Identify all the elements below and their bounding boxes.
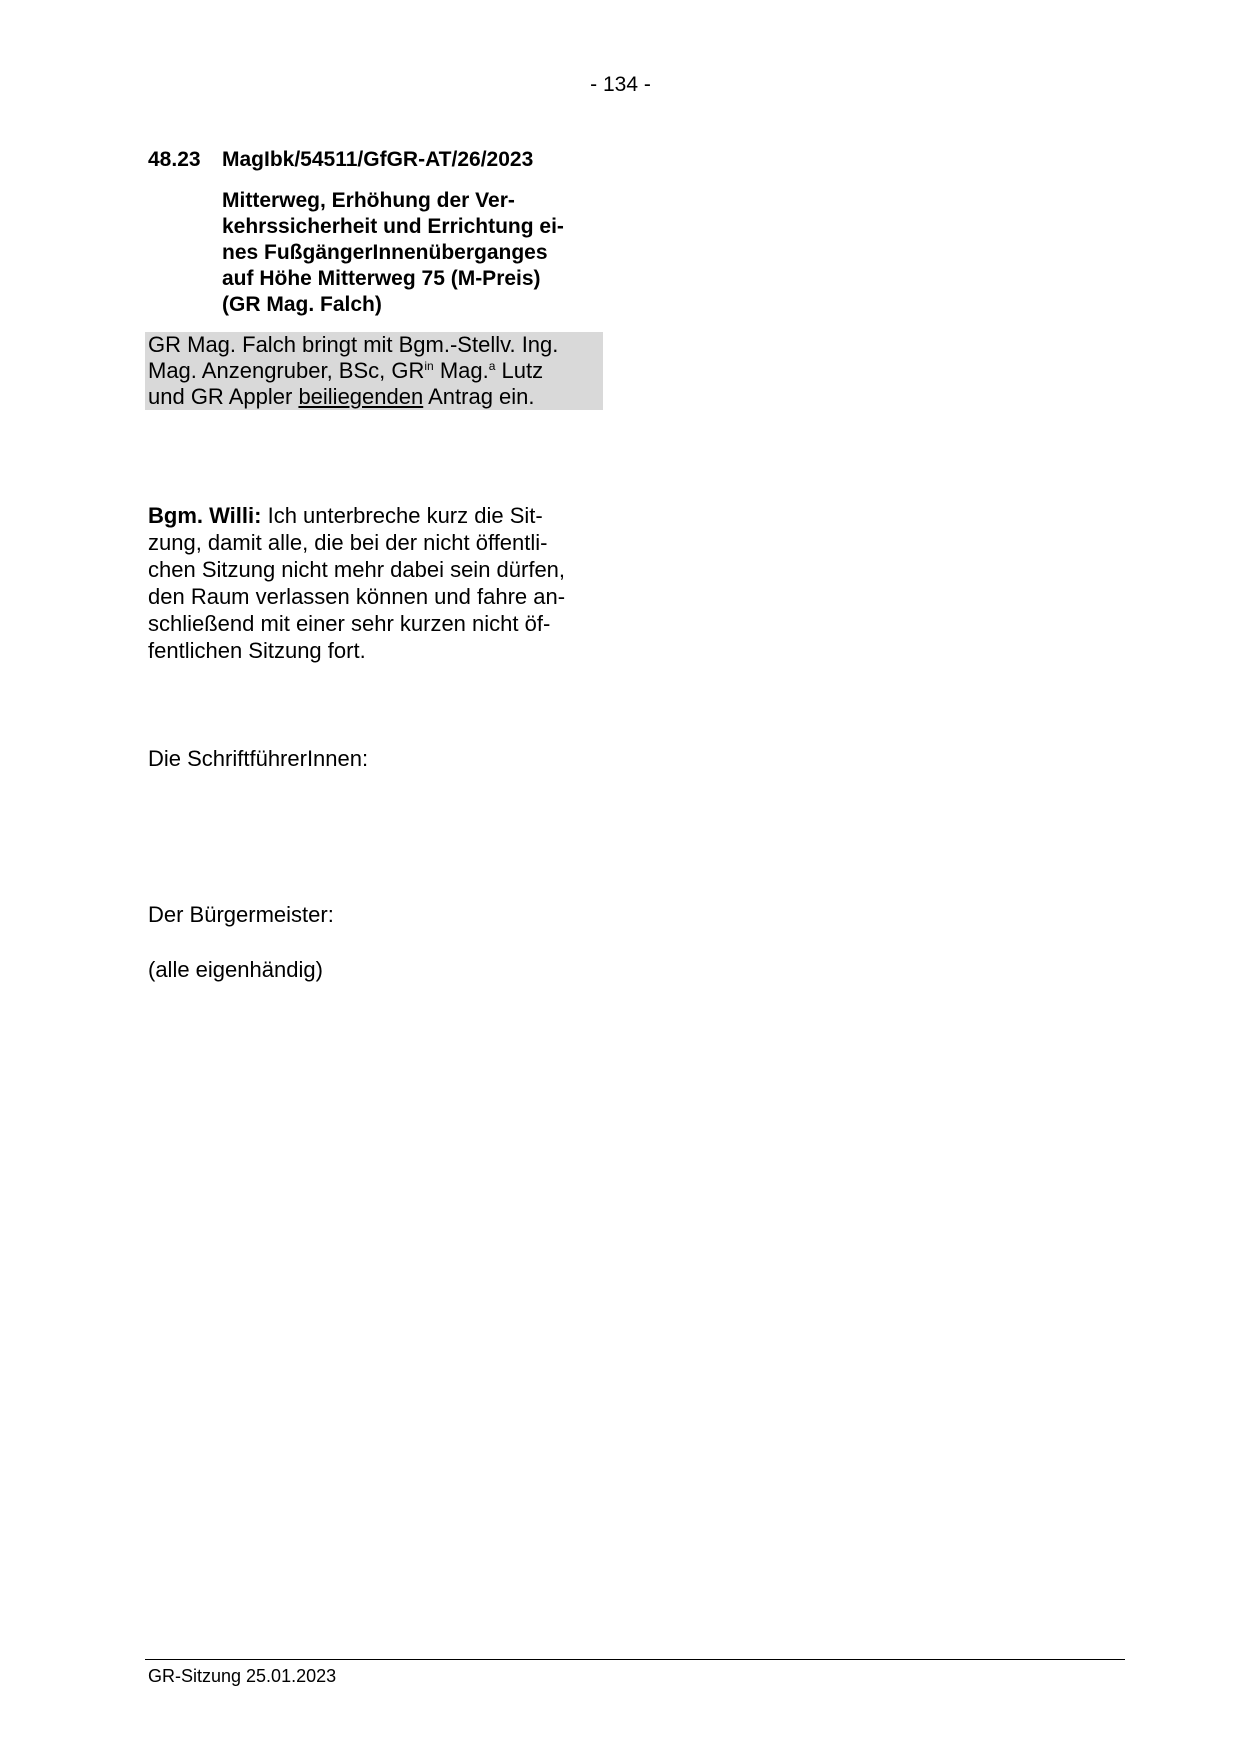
agenda-item-header — [148, 148, 533, 172]
statement-line: chen Sitzung nicht mehr dabei sein dürfen, — [148, 557, 566, 582]
agenda-item-title-line: (GR Mag. Falch) — [222, 293, 382, 316]
statement-line: den Raum verlassen können und fahre an- — [148, 584, 566, 609]
motion-text-fragment: und GR Appler — [148, 384, 299, 409]
gender-superscript: in — [424, 359, 434, 373]
mayor-label: Der Bürgermeister: — [148, 902, 334, 927]
agenda-item-title — [222, 188, 612, 318]
agenda-item-reference: MagIbk/54511/GfGR-AT/26/2023 — [222, 148, 534, 171]
footer-session-date: GR-Sitzung 25.01.2023 — [148, 1666, 337, 1686]
motion-line: GR Mag. Falch bringt mit Bgm.-Stellv. Ing. — [148, 332, 559, 357]
signature-note: (alle eigenhändig) — [148, 957, 323, 982]
motion-paragraph — [148, 332, 608, 410]
motion-line — [148, 358, 608, 384]
motion-text-fragment: Antrag ein. — [423, 384, 535, 409]
page-number: - 134 - — [590, 73, 651, 96]
agenda-item-title-line: Mitterweg, Erhöhung der Ver- — [222, 189, 515, 212]
motion-text-fragment: Lutz — [495, 358, 544, 383]
agenda-item-title-line: nes FußgängerInnenüberganges — [222, 241, 548, 264]
statement-text: Ich unterbreche kurz die Sit- — [261, 503, 543, 528]
agenda-item-number: 48.23 — [148, 148, 201, 171]
footer-divider — [145, 1659, 1125, 1660]
agenda-item-title-line: auf Höhe Mitterweg 75 (M-Preis) — [222, 267, 541, 290]
agenda-item-title-line: kehrssicherheit und Errichtung ei- — [222, 215, 564, 238]
attachment-link[interactable]: beiliegenden — [298, 384, 424, 409]
gender-superscript: a — [488, 359, 496, 373]
statement-line: schließend mit einer sehr kurzen nicht öf- — [148, 611, 551, 636]
motion-text-fragment: Mag. — [433, 358, 489, 383]
mayor-statement — [148, 502, 608, 664]
statement-line: zung, damit alle, die bei der nicht öffentli- — [148, 530, 548, 555]
motion-text-fragment: Mag. Anzengruber, BSc, GR — [148, 358, 425, 383]
statement-line — [148, 502, 608, 529]
statement-line: fentlichen Sitzung fort. — [148, 638, 366, 663]
motion-line — [148, 384, 608, 410]
speaker-name: Bgm. Willi: — [148, 503, 262, 528]
secretaries-label: Die SchriftführerInnen: — [148, 746, 369, 771]
